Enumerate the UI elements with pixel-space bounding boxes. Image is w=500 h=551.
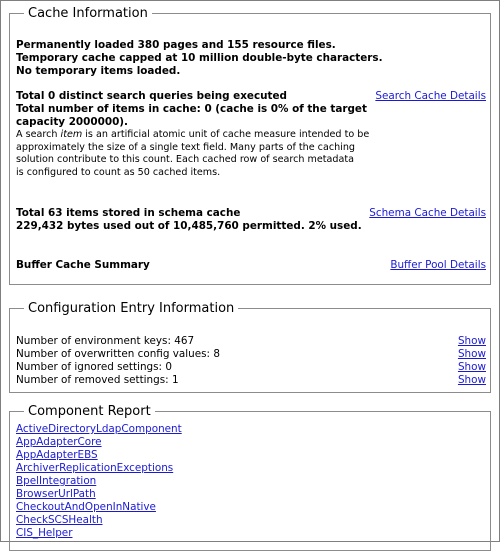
desc-post: is an artificial atomic unit of cache measure intended to be [82, 129, 370, 140]
component-link[interactable]: AppAdapterCore [16, 436, 102, 448]
search-item-description-2: approximately the size of a single text field. Many parts of the caching [16, 141, 356, 153]
schema-usage-line: 229,432 bytes used out of 10,485,760 permitted. 2% used. [16, 220, 362, 232]
component-link[interactable]: BrowserUrlPath [16, 488, 96, 500]
component-link[interactable]: CheckoutAndOpenInNative [16, 501, 156, 513]
config-row-label: Number of overwritten config values: 8 [16, 348, 220, 360]
schema-cache-details-link[interactable]: Schema Cache Details [369, 207, 486, 219]
component-link[interactable]: CIS_Helper [16, 527, 73, 539]
desc-item-emphasis: item [60, 129, 83, 140]
show-environment-keys-link[interactable]: Show [457, 335, 486, 347]
configuration-entry-title: Configuration Entry Information [24, 300, 238, 317]
component-link[interactable]: BpelIntegration [16, 475, 97, 487]
search-queries-line: Total 0 distinct search queries being executed [16, 90, 287, 102]
component-report-title: Component Report [24, 403, 155, 420]
config-row-label: Number of removed settings: 1 [16, 374, 179, 386]
config-row [16, 361, 486, 374]
config-row [16, 335, 486, 348]
schema-cache-line: Total 63 items stored in schema cache [16, 207, 241, 219]
search-item-description [16, 129, 369, 142]
search-item-description-4: is configured to count as 50 cached items. [16, 166, 221, 178]
component-link[interactable]: ArchiverReplicationExceptions [16, 462, 174, 474]
show-overwritten-config-link[interactable]: Show [457, 348, 486, 360]
component-link[interactable]: ActiveDirectoryLdapComponent [16, 423, 182, 435]
config-row-label: Number of ignored settings: 0 [16, 361, 172, 373]
cache-items-line: Total number of items in cache: 0 (cache is 0% of the target [16, 103, 367, 115]
desc-pre: A search [16, 129, 61, 140]
cache-capped-line: Temporary cache capped at 10 million double-byte characters. [16, 52, 383, 64]
cache-capacity-line: capacity 2000000). [16, 116, 129, 128]
buffer-cache-summary: Buffer Cache Summary [16, 259, 150, 271]
component-report-panel [9, 404, 491, 551]
cache-temp-line: No temporary items loaded. [16, 65, 181, 77]
cache-information-title: Cache Information [24, 5, 152, 22]
config-row-label: Number of environment keys: 467 [16, 335, 195, 347]
show-removed-settings-link[interactable]: Show [457, 374, 486, 386]
search-cache-details-link[interactable]: Search Cache Details [375, 90, 486, 102]
cache-loaded-line: Permanently loaded 380 pages and 155 resource files. [16, 39, 336, 51]
cache-information-panel [9, 6, 491, 285]
buffer-pool-details-link[interactable]: Buffer Pool Details [390, 259, 486, 271]
search-item-description-3: solution contribute to this count. Each cached row of search metadata [16, 154, 355, 165]
component-link[interactable]: AppAdapterEBS [16, 449, 98, 461]
component-link[interactable]: CheckSCSHealth [16, 514, 103, 526]
configuration-entry-panel [9, 301, 491, 393]
config-row [16, 348, 486, 361]
config-row [16, 374, 486, 387]
show-ignored-settings-link[interactable]: Show [457, 361, 486, 373]
